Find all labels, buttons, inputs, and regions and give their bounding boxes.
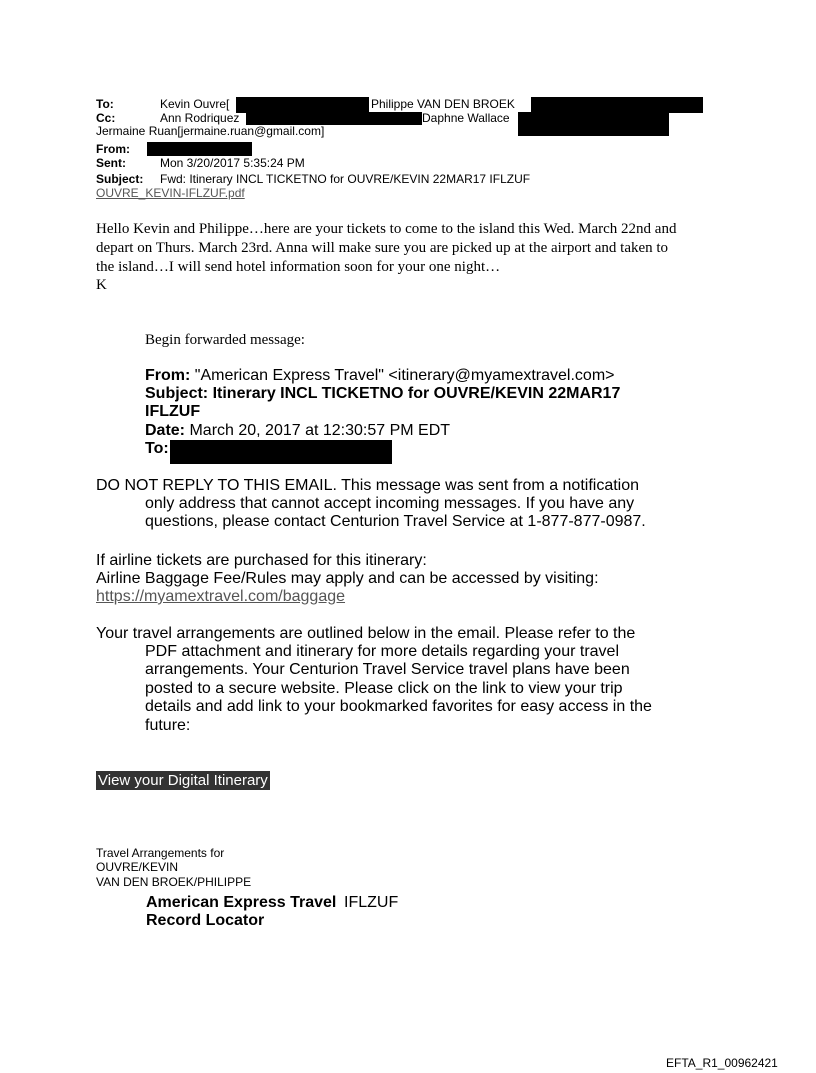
sent-value: Mon 3/20/2017 5:35:24 PM (160, 156, 305, 170)
cc-label: Cc: (96, 111, 116, 125)
redaction-bar (147, 142, 252, 156)
to-label: To: (96, 97, 114, 111)
intro-signoff: K (96, 277, 107, 293)
forwarded-subject-label: Subject: (145, 385, 209, 402)
forwarded-to (145, 440, 169, 458)
intro-line-3: the island…I will send hotel information soon for your one night… (96, 259, 501, 275)
from-row (96, 143, 130, 156)
record-locator-label: Record Locator (146, 912, 265, 929)
arrangements-line-2: PDF attachment and itinerary for more details regarding your travel (145, 643, 619, 660)
from-label: From: (96, 142, 130, 156)
sent-row (96, 157, 126, 170)
agency-row (146, 894, 336, 912)
baggage-line-2: Airline Baggage Fee/Rules may apply and can be accessed by visiting: (96, 570, 599, 587)
agency-name: American Express Travel (146, 894, 337, 911)
cc-recipient-2: Daphne Wallace (422, 111, 510, 125)
redaction-bar (518, 112, 669, 136)
forwarded-to-label: To: (145, 440, 169, 457)
baggage-link[interactable]: https://myamextravel.com/baggage (96, 588, 346, 605)
notice-line-2: only address that cannot accept incoming messages. If you have any (145, 495, 635, 512)
sent-label: Sent: (96, 156, 126, 170)
travel-heading: Travel Arrangements for (96, 846, 225, 860)
redaction-bar (531, 97, 703, 113)
subject-value: Fwd: Itinerary INCL TICKETNO for OUVRE/KEVIN 22MAR17 IFLZUF (160, 172, 531, 186)
forwarded-date-value: March 20, 2017 at 12:30:57 PM EDT (185, 422, 451, 439)
arrangements-line-6: future: (145, 717, 191, 734)
document-id: EFTA_R1_00962421 (666, 1056, 778, 1070)
forwarded-date (145, 422, 450, 440)
forwarded-date-label: Date: (145, 422, 186, 439)
forwarded-from (145, 367, 615, 385)
attachment-link[interactable]: OUVRE_KEVIN-IFLZUF.pdf (96, 186, 245, 200)
forwarded-subject-cont: IFLZUF (145, 403, 201, 420)
to-recipient-1: Kevin Ouvre[ (160, 97, 230, 111)
traveler-1: OUVRE/KEVIN (96, 860, 179, 874)
cc-recipient-3: Jermaine Ruan[jermaine.ruan@gmail.com] (96, 124, 325, 138)
cc-recipient-1: Ann Rodriquez (160, 111, 240, 125)
view-digital-itinerary-button[interactable]: View your Digital Itinerary (98, 772, 268, 789)
arrangements-line-4: posted to a secure website. Please click on the link to view your trip (145, 680, 623, 697)
redaction-bar (236, 97, 369, 113)
notice-line-3: questions, please contact Centurion Travel Service at 1-877-877-0987. (145, 513, 646, 530)
forwarded-subject-value: Itinerary INCL TICKETNO for OUVRE/KEVIN 22MAR17 (208, 385, 621, 402)
baggage-line-1: If airline tickets are purchased for this itinerary: (96, 552, 427, 569)
notice-line-1: DO NOT REPLY TO THIS EMAIL. This message was sent from a notification (96, 477, 640, 494)
forwarded-subject (145, 385, 620, 403)
arrangements-line-1: Your travel arrangements are outlined below in the email. Please refer to the (96, 625, 636, 642)
forwarded-from-value: "American Express Travel" <itinerary@myamextravel.com> (190, 367, 615, 384)
forwarded-from-label: From: (145, 367, 191, 384)
to-row (96, 98, 114, 111)
intro-line-2: depart on Thurs. March 23rd. Anna will make sure you are picked up at the airport and taken to (96, 240, 669, 256)
forwarded-intro: Begin forwarded message: (145, 332, 305, 348)
subject-label: Subject: (96, 172, 144, 186)
arrangements-line-5: details and add link to your bookmarked favorites for easy access in the (145, 698, 652, 715)
arrangements-line-3: arrangements. Your Centurion Travel Service travel plans have been (145, 661, 630, 678)
subject-row (96, 173, 143, 186)
record-locator-code: IFLZUF (344, 894, 399, 911)
to-recipient-2: Philippe VAN DEN BROEK (371, 97, 515, 111)
intro-line-1: Hello Kevin and Philippe…here are your tickets to come to the island this Wed. March 22nd and (96, 221, 677, 237)
redaction-bar (170, 440, 392, 464)
traveler-2: VAN DEN BROEK/PHILIPPE (96, 875, 252, 889)
